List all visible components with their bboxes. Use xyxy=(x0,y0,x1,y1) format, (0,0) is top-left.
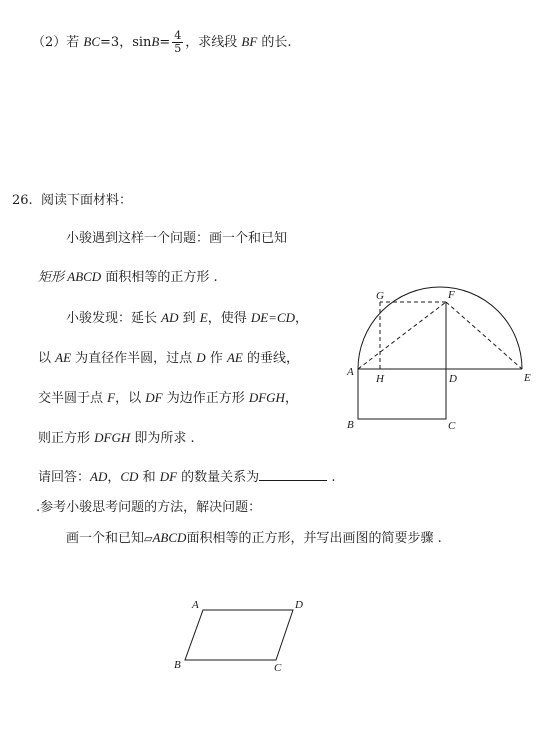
parallelogram-abcd xyxy=(185,610,293,660)
rectangle-abcd xyxy=(358,369,446,419)
label-c: C xyxy=(274,662,282,674)
paragraph-4: 以 AE 为直径作半圆，过点 D 作 AE 的垂线， xyxy=(38,350,299,366)
segment-fe xyxy=(446,302,522,369)
paragraph-7: 请回答：AD，CD 和 DF 的数量关系为 . xyxy=(38,469,336,485)
label-e: E xyxy=(524,372,531,384)
question-26-heading: 26. 阅读下面材料： xyxy=(12,193,132,208)
label-h: H xyxy=(376,373,384,385)
label-c: C xyxy=(448,420,456,432)
parallelogram-symbol: ▱ xyxy=(144,532,153,545)
figure-parallelogram xyxy=(165,595,310,675)
label-a: A xyxy=(192,599,199,611)
label-b: B xyxy=(347,419,354,431)
paragraph-3: 小骏发现：延长 AD 到 E，使得 DE=CD， xyxy=(66,310,309,326)
paragraph-8: .参考小骏思考问题的方法，解决问题： xyxy=(36,500,262,515)
paragraph-6: 则正方形 DFGH 即为所求 . xyxy=(38,430,195,446)
answer-blank[interactable] xyxy=(259,468,327,481)
label-g: G xyxy=(376,290,384,302)
fraction-4-5: $\frac{4}{5}$ xyxy=(174,29,182,55)
label-d: D xyxy=(449,373,457,385)
label-d: D xyxy=(295,599,303,611)
paragraph-9: 画一个和已知▱ABCD面积相等的正方形，并写出画图的简要步骤 . xyxy=(66,530,442,546)
label-b: B xyxy=(174,659,181,671)
question-2-line: （2）若 BC=3，sinB= $\frac{4}{5}$ ，求线段 BF 的长. xyxy=(32,29,292,55)
paragraph-5: 交半圆于点 F，以 DF 为边作正方形 DFGH， xyxy=(38,390,298,406)
label-f: F xyxy=(448,289,455,301)
label-a: A xyxy=(347,366,354,378)
figure-rectangle-semicircle xyxy=(340,285,540,440)
paragraph-1: 小骏遇到这样一个问题：画一个和已知 xyxy=(66,231,288,246)
segment-af xyxy=(358,302,446,369)
paragraph-2: 矩形 ABCD 面积相等的正方形 . xyxy=(38,269,218,285)
